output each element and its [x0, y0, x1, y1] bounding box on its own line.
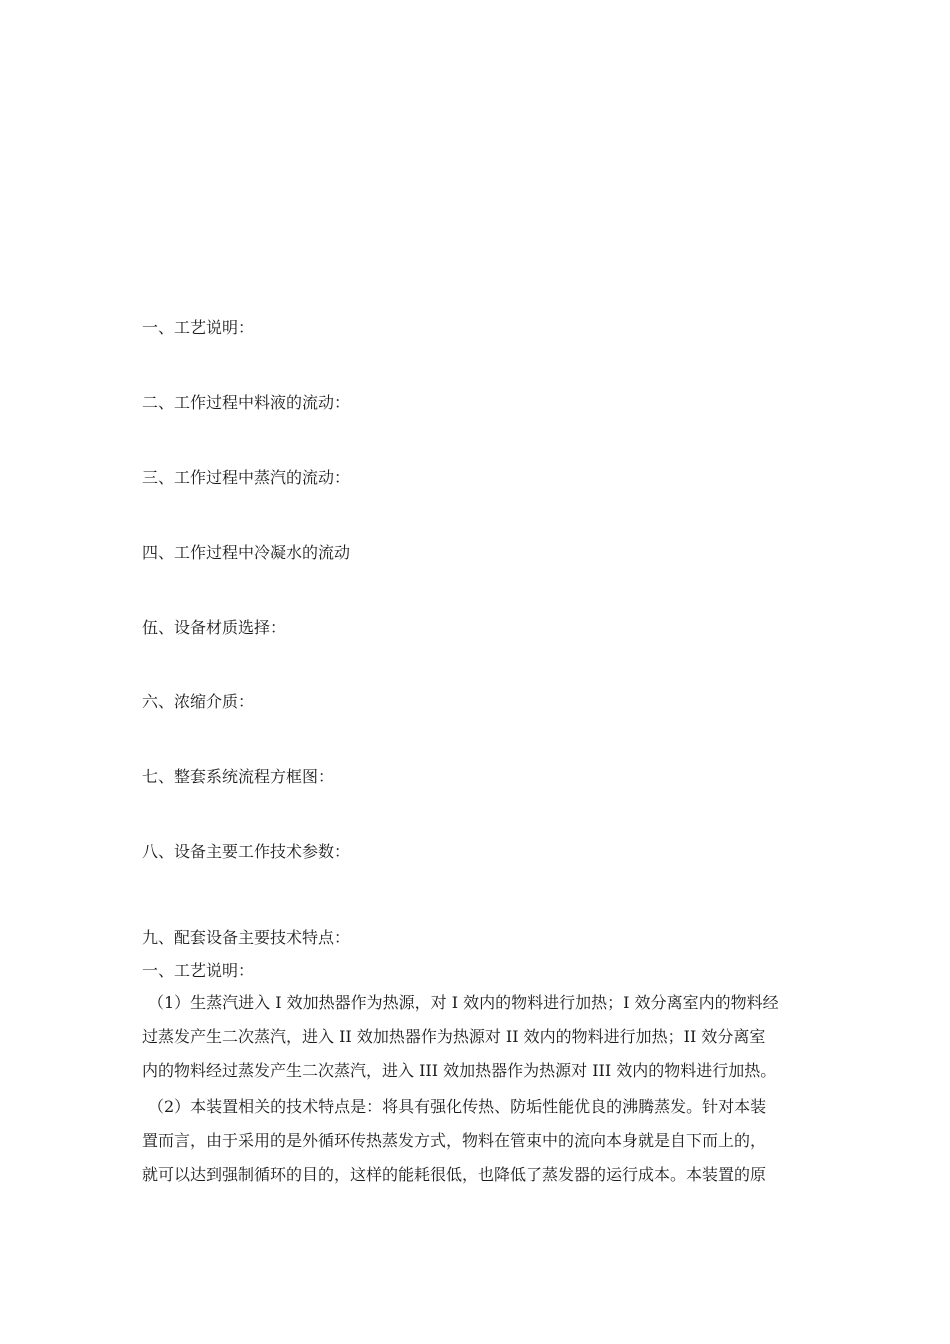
toc-item-4: 四、工作过程中冷凝水的流动	[142, 543, 351, 562]
paragraph-1-line-1: （1）生蒸汽进入 I 效加热器作为热源，对 I 效内的物料进行加热；I 效分离室内的物料经	[148, 993, 779, 1012]
paragraph-1	[142, 986, 822, 1088]
toc-item-6: 六、浓缩介质：	[142, 692, 255, 711]
paragraph-2-line-2: 置而言，由于采用的是外循环传热蒸发方式，物料在管束中的流向本身就是自下而上的，	[142, 1131, 767, 1150]
paragraph-2	[142, 1090, 822, 1192]
section-heading: 一、工艺说明：	[142, 961, 255, 980]
toc-item-7: 七、整套系统流程方框图：	[142, 767, 335, 786]
toc-item-1: 一、工艺说明：	[142, 318, 255, 337]
toc-item-8: 八、设备主要工作技术参数：	[142, 842, 351, 861]
toc-item-3: 三、工作过程中蒸汽的流动：	[142, 468, 351, 487]
paragraph-1-line-2: 过蒸发产生二次蒸汽，进入 II 效加热器作为热源对 II 效内的物料进行加热；II 效分离室	[142, 1027, 766, 1046]
toc-item-2: 二、工作过程中料液的流动：	[142, 393, 351, 412]
toc-item-5: 伍、设备材质选择：	[142, 618, 287, 637]
paragraph-1-line-3: 内的物料经过蒸发产生二次蒸汽，进入 III 效加热器作为热源对 III 效内的物料进行加热。	[142, 1061, 777, 1080]
section-body	[142, 960, 822, 1192]
toc-item-9: 九、配套设备主要技术特点：	[142, 928, 351, 947]
paragraph-2-line-3: 就可以达到强制循环的目的，这样的能耗很低，也降低了蒸发器的运行成本。本装置的原	[142, 1165, 767, 1184]
paragraph-2-line-1: （2）本装置相关的技术特点是：将具有强化传热、防垢性能优良的沸腾蒸发。针对本装	[148, 1097, 767, 1116]
